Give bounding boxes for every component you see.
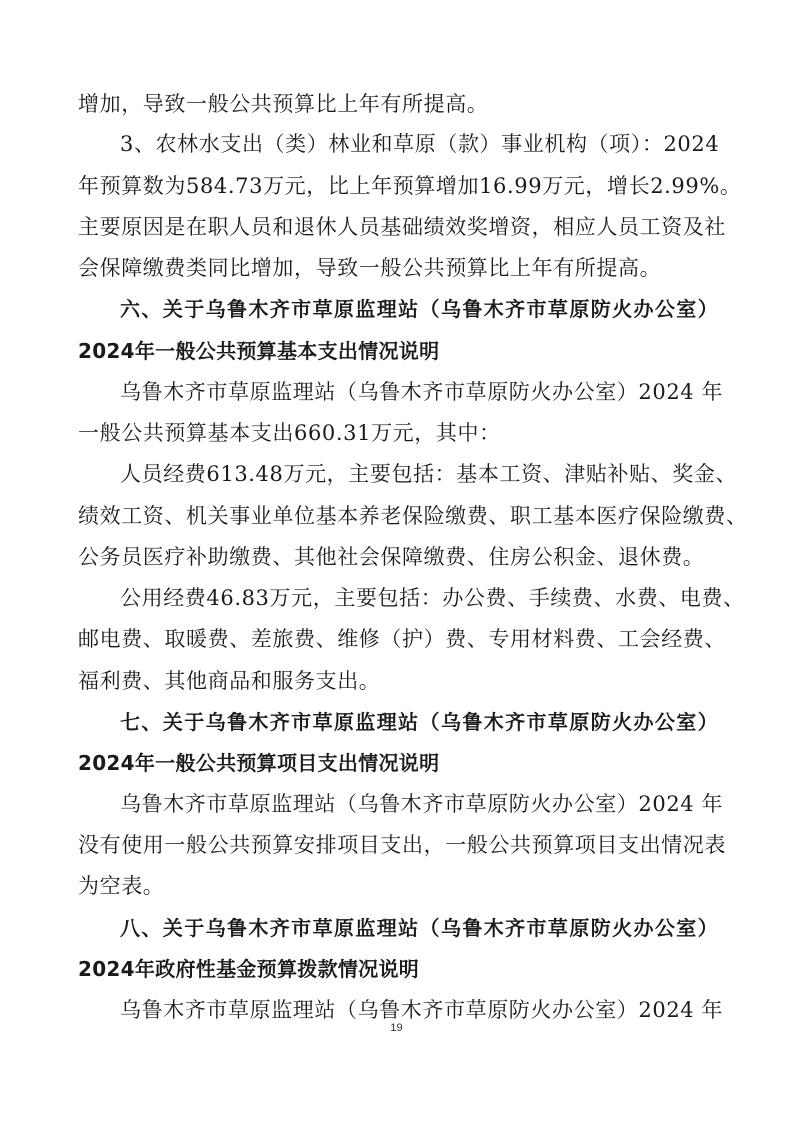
paragraph-line: 增加，导致一般公共预算比上年有所提高。 [78,92,489,116]
paragraph-line: 为空表。 [78,874,165,898]
paragraph-line: 乌鲁木齐市草原监理站（乌鲁木齐市草原防火办公室）2024 年 [120,998,724,1022]
page-number: 19 [390,1022,403,1034]
section-heading: 2024年政府性基金预算拨款情况说明 [78,957,420,981]
paragraph-line: 3、农林水支出（类）林业和草原（款）事业机构（项）：2024 [120,132,720,156]
section-heading: 七、关于乌鲁木齐市草原监理站（乌鲁木齐市草原防火办公室） [120,710,718,734]
paragraph-line: 年预算数为584.73万元，比上年预算增加16.99万元，增长2.99%。 [78,174,742,198]
paragraph-line: 邮电费、取暖费、差旅费、维修（护）费、专用材料费、工会经费、 [78,627,726,651]
paragraph-line: 没有使用一般公共预算安排项目支出，一般公共预算项目支出情况表 [78,833,726,857]
paragraph-line: 乌鲁木齐市草原监理站（乌鲁木齐市草原防火办公室）2024 年 [120,380,724,404]
paragraph-line: 一般公共预算基本支出660.31万元，其中： [78,421,501,445]
paragraph-line: 绩效工资、机关事业单位基本养老保险缴费、职工基本医疗保险缴费、 [78,504,748,528]
paragraph-line: 公务员医疗补助缴费、其他社会保障缴费、住房公积金、退休费。 [78,545,705,569]
section-heading: 2024年一般公共预算项目支出情况说明 [78,751,440,775]
paragraph-line: 福利费、其他商品和服务支出。 [78,669,381,693]
section-heading: 八、关于乌鲁木齐市草原监理站（乌鲁木齐市草原防火办公室） [120,916,718,940]
paragraph-line: 人员经费613.48万元，主要包括：基本工资、津贴补贴、奖金、 [120,462,738,486]
section-heading: 六、关于乌鲁木齐市草原监理站（乌鲁木齐市草原防火办公室） [120,297,718,321]
paragraph-line: 会保障缴费类同比增加，导致一般公共预算比上年有所提高。 [78,256,662,280]
section-heading: 2024年一般公共预算基本支出情况说明 [78,339,440,363]
paragraph-line: 公用经费46.83万元，主要包括：办公费、手续费、水费、电费、 [120,586,745,610]
paragraph-line: 乌鲁木齐市草原监理站（乌鲁木齐市草原防火办公室）2024 年 [120,792,724,816]
paragraph-line: 主要原因是在职人员和退休人员基础绩效奖增资，相应人员工资及社 [78,215,726,239]
